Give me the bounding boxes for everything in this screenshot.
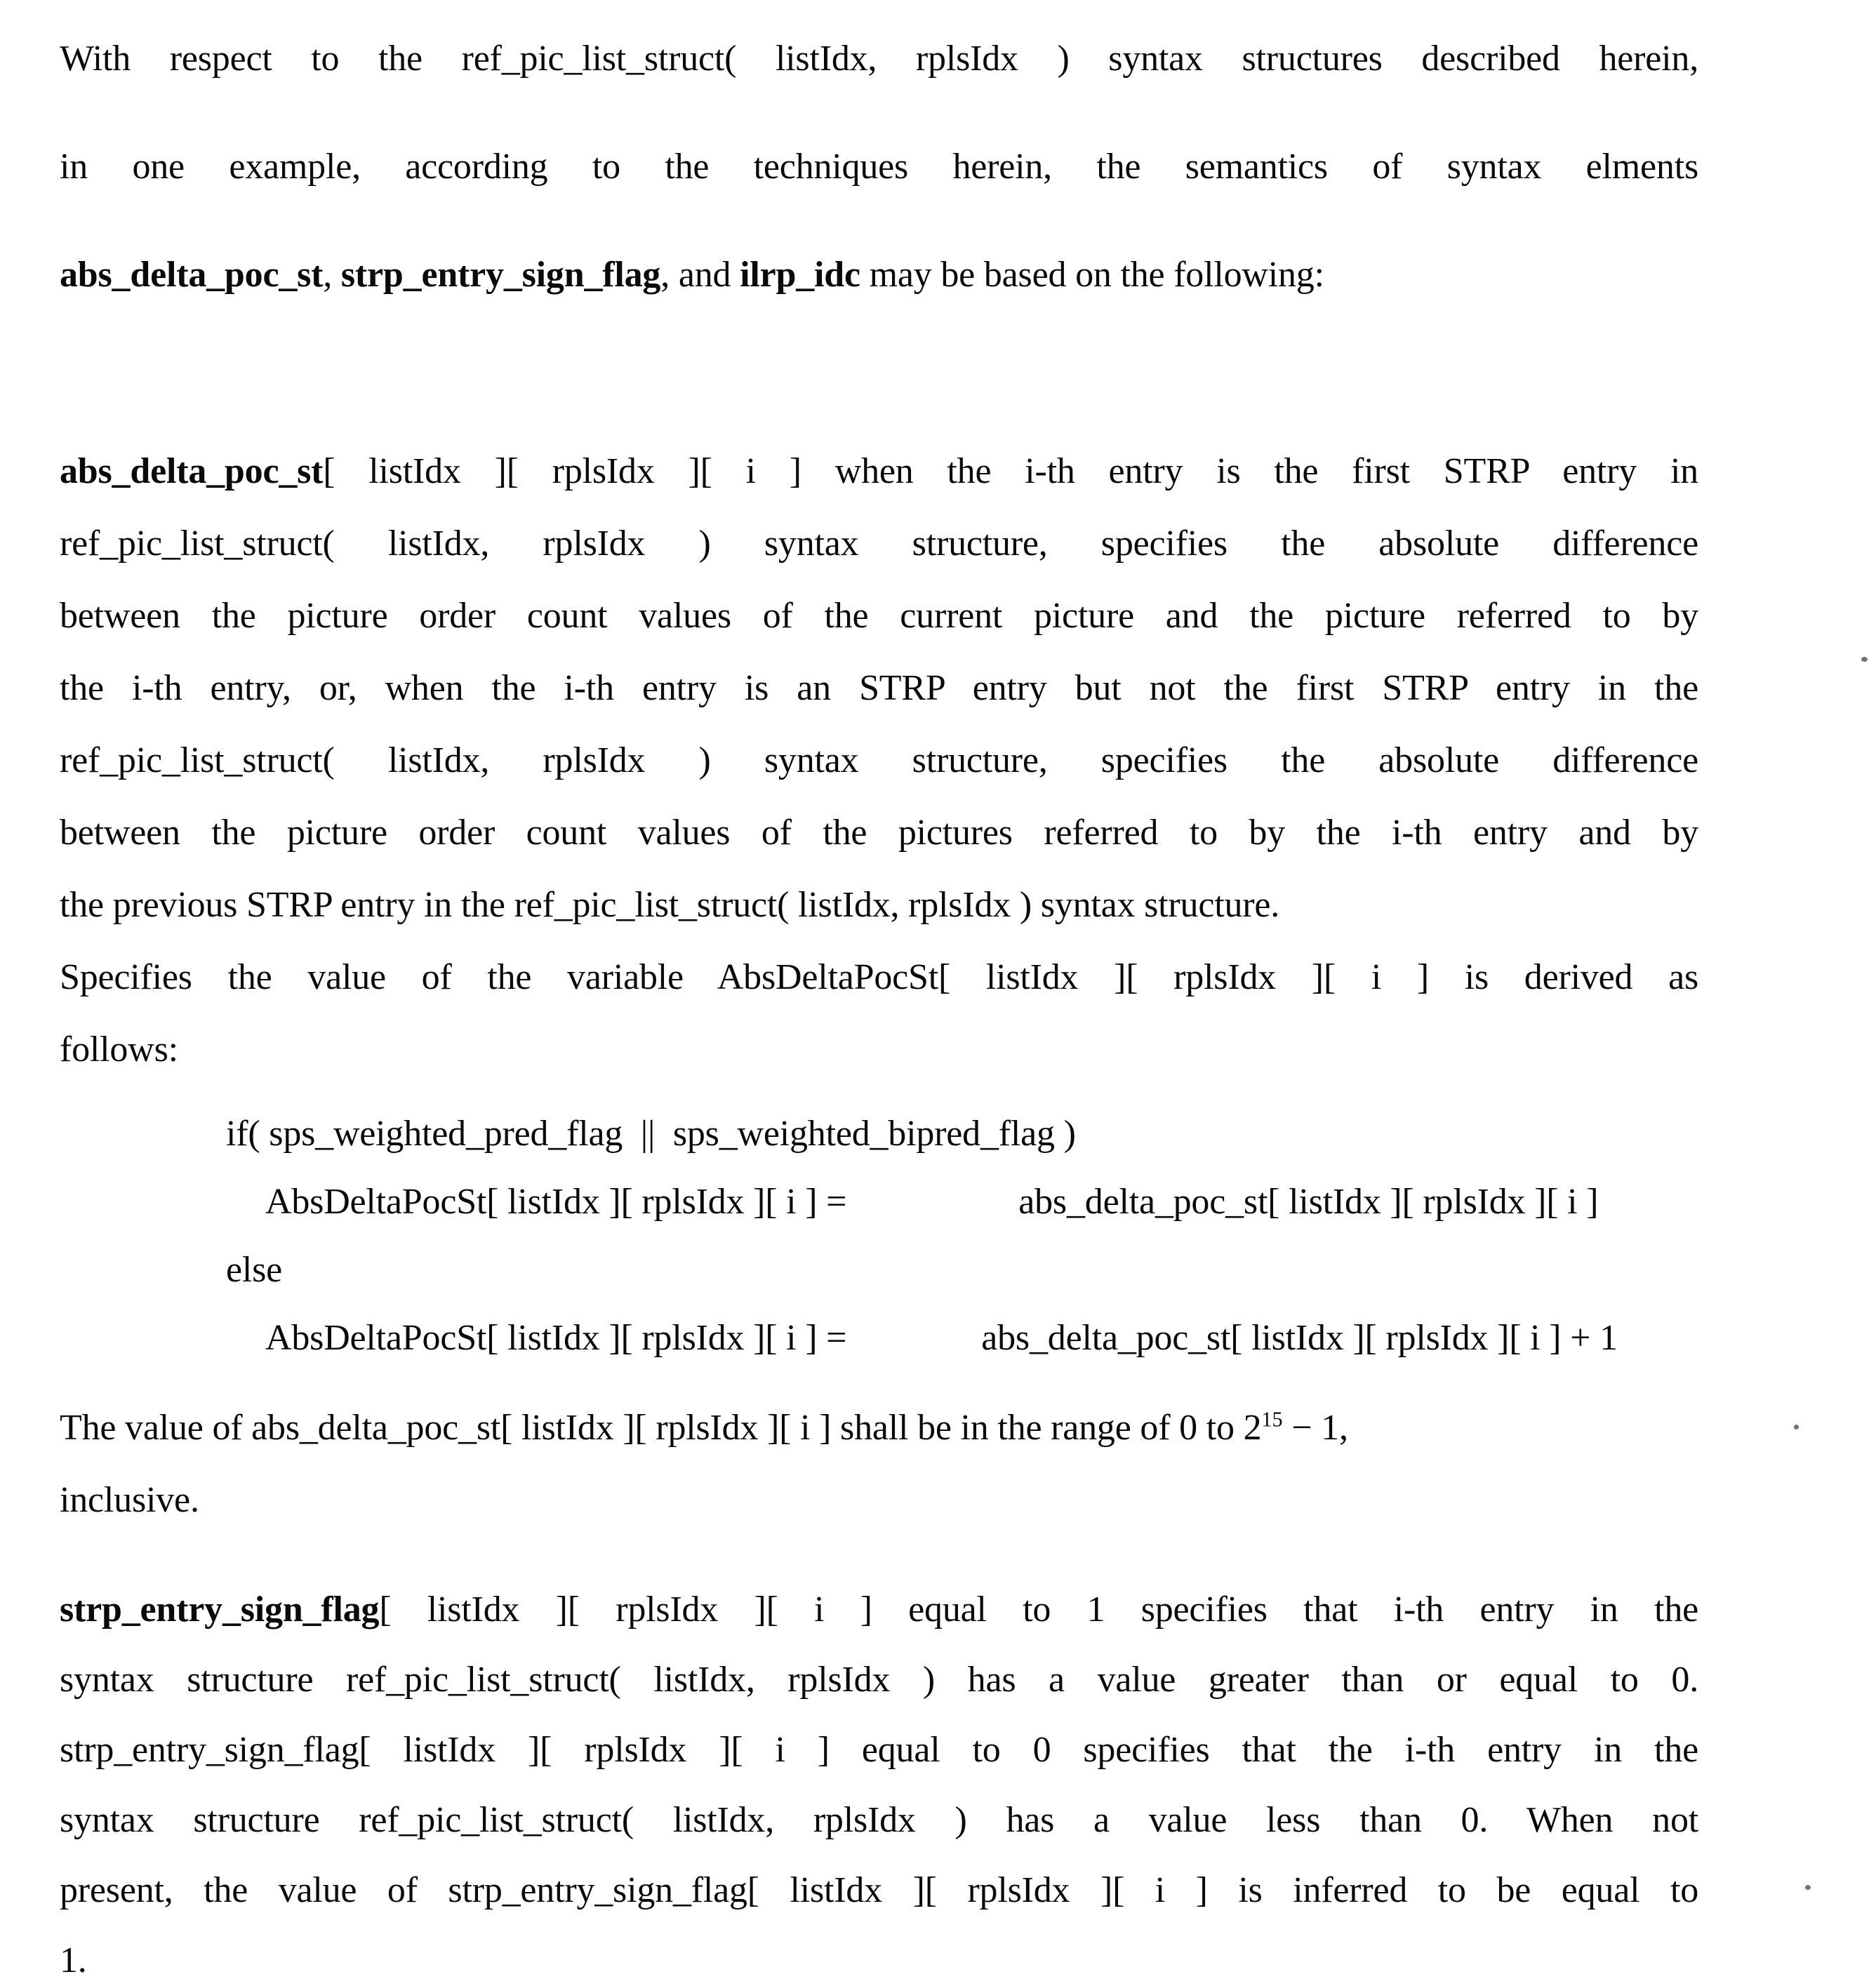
text-line	[60, 1168, 1598, 1236]
text-segment: abs_delta_poc_st[ listIdx ][ rplsIdx ][ i ]	[1018, 1182, 1599, 1222]
text-segment: strp_entry_sign_flag[ listIdx ][ rplsIdx ][ i ] equal to 0 specifies that the i-th entry in the	[60, 1730, 1698, 1770]
scan-artifact-dot	[1805, 1885, 1811, 1890]
syntax-element-name: abs_delta_poc_st	[60, 255, 324, 295]
text-line	[60, 1785, 1698, 1855]
text-segment: if( sps_weighted_pred_flag || sps_weighted_bipred_flag )	[226, 1114, 1076, 1154]
text-segment: 1.	[60, 1940, 87, 1979]
text-segment: between the picture order count values of the current picture and the picture referred to by	[60, 596, 1698, 636]
text-segment: the i-th entry, or, when the i-th entry is an STRP entry but not the first STRP entry in the	[60, 668, 1698, 708]
text-line	[60, 1013, 1698, 1086]
text-line	[60, 652, 1698, 724]
text-line	[60, 1304, 1618, 1372]
text-line	[60, 5, 1698, 113]
text-line	[60, 1100, 1076, 1168]
text-segment: Specifies the value of the variable AbsDeltaPocSt[ listIdx ][ rplsIdx ][ i ] is derived as	[60, 957, 1698, 997]
text-segment: With respect to the ref_pic_list_struct( listIdx, rplsIdx ) syntax structures described herein,	[60, 39, 1698, 79]
text-segment: between the picture order count values of the pictures referred to by the i-th entry and by	[60, 813, 1698, 853]
text-segment: [ listIdx ][ rplsIdx ][ i ] equal to 1 specifies that i-th entry in the	[379, 1590, 1698, 1630]
syntax-element-name: abs_delta_poc_st	[60, 451, 324, 491]
document-body	[60, 5, 1698, 1979]
text-segment: AbsDeltaPocSt[ listIdx ][ rplsIdx ][ i ] =	[265, 1318, 847, 1358]
scan-artifact-dot	[1861, 657, 1868, 662]
text-segment: else	[226, 1250, 283, 1290]
text-line	[60, 221, 1698, 329]
text-line	[60, 941, 1698, 1013]
text-line	[60, 113, 1698, 221]
text-segment: the previous STRP entry in the ref_pic_list_struct( listIdx, rplsIdx ) syntax structure.	[60, 885, 1280, 925]
text-segment: abs_delta_poc_st[ listIdx ][ rplsIdx ][ i ] + 1	[981, 1318, 1618, 1358]
superscript-exponent: 15	[1261, 1407, 1283, 1432]
text-line	[60, 1645, 1698, 1715]
text-line	[60, 1392, 1698, 1464]
text-segment: ,	[323, 255, 341, 295]
text-line	[60, 869, 1698, 941]
text-segment: − 1,	[1282, 1408, 1348, 1448]
text-line	[60, 1926, 1698, 1979]
text-segment: inclusive.	[60, 1480, 199, 1520]
text-line	[60, 1236, 282, 1304]
text-segment: may be based on the following:	[860, 255, 1324, 295]
value-range-paragraph	[60, 1392, 1698, 1536]
text-segment: in one example, according to the techniques herein, the semantics of syntax elments	[60, 147, 1698, 187]
derivation-pseudocode-block	[60, 1100, 1698, 1372]
text-line	[60, 1464, 1698, 1536]
text-line	[60, 797, 1698, 869]
text-segment: , and	[660, 255, 740, 295]
text-line	[60, 435, 1698, 507]
syntax-element-name: strp_entry_sign_flag	[60, 1590, 380, 1630]
strp-entry-sign-flag-semantics-paragraph	[60, 1575, 1698, 1979]
text-line	[60, 1855, 1698, 1926]
text-line	[60, 1715, 1698, 1785]
text-segment: syntax structure ref_pic_list_struct( listIdx, rplsIdx ) has a value less than 0. When not	[60, 1800, 1698, 1840]
text-line	[60, 724, 1698, 797]
abs-delta-poc-st-semantics-paragraph	[60, 435, 1698, 1086]
text-segment: ref_pic_list_struct( listIdx, rplsIdx ) syntax structure, specifies the absolute difference	[60, 524, 1698, 564]
text-segment: [ listIdx ][ rplsIdx ][ i ] when the i-th entry is the first STRP entry in	[323, 451, 1698, 491]
syntax-element-name: strp_entry_sign_flag	[340, 255, 661, 295]
scan-artifact-dot	[1794, 1425, 1799, 1430]
text-segment: present, the value of strp_entry_sign_flag[ listIdx ][ rplsIdx ][ i ] is inferred to be equal to	[60, 1870, 1698, 1910]
text-segment: follows:	[60, 1030, 178, 1070]
text-segment: syntax structure ref_pic_list_struct( listIdx, rplsIdx ) has a value greater than or equal to 0.	[60, 1660, 1698, 1700]
text-line	[60, 507, 1698, 580]
code-alignment-gap	[846, 1349, 981, 1350]
text-segment: AbsDeltaPocSt[ listIdx ][ rplsIdx ][ i ] =	[265, 1182, 847, 1222]
intro-paragraph	[60, 5, 1698, 329]
text-segment: ref_pic_list_struct( listIdx, rplsIdx ) syntax structure, specifies the absolute difference	[60, 740, 1698, 780]
text-segment: The value of abs_delta_poc_st[ listIdx ][ rplsIdx ][ i ] shall be in the range of 0 to 2	[60, 1408, 1262, 1448]
text-line	[60, 580, 1698, 652]
syntax-element-name: ilrp_idc	[740, 255, 860, 295]
text-line	[60, 1575, 1698, 1645]
